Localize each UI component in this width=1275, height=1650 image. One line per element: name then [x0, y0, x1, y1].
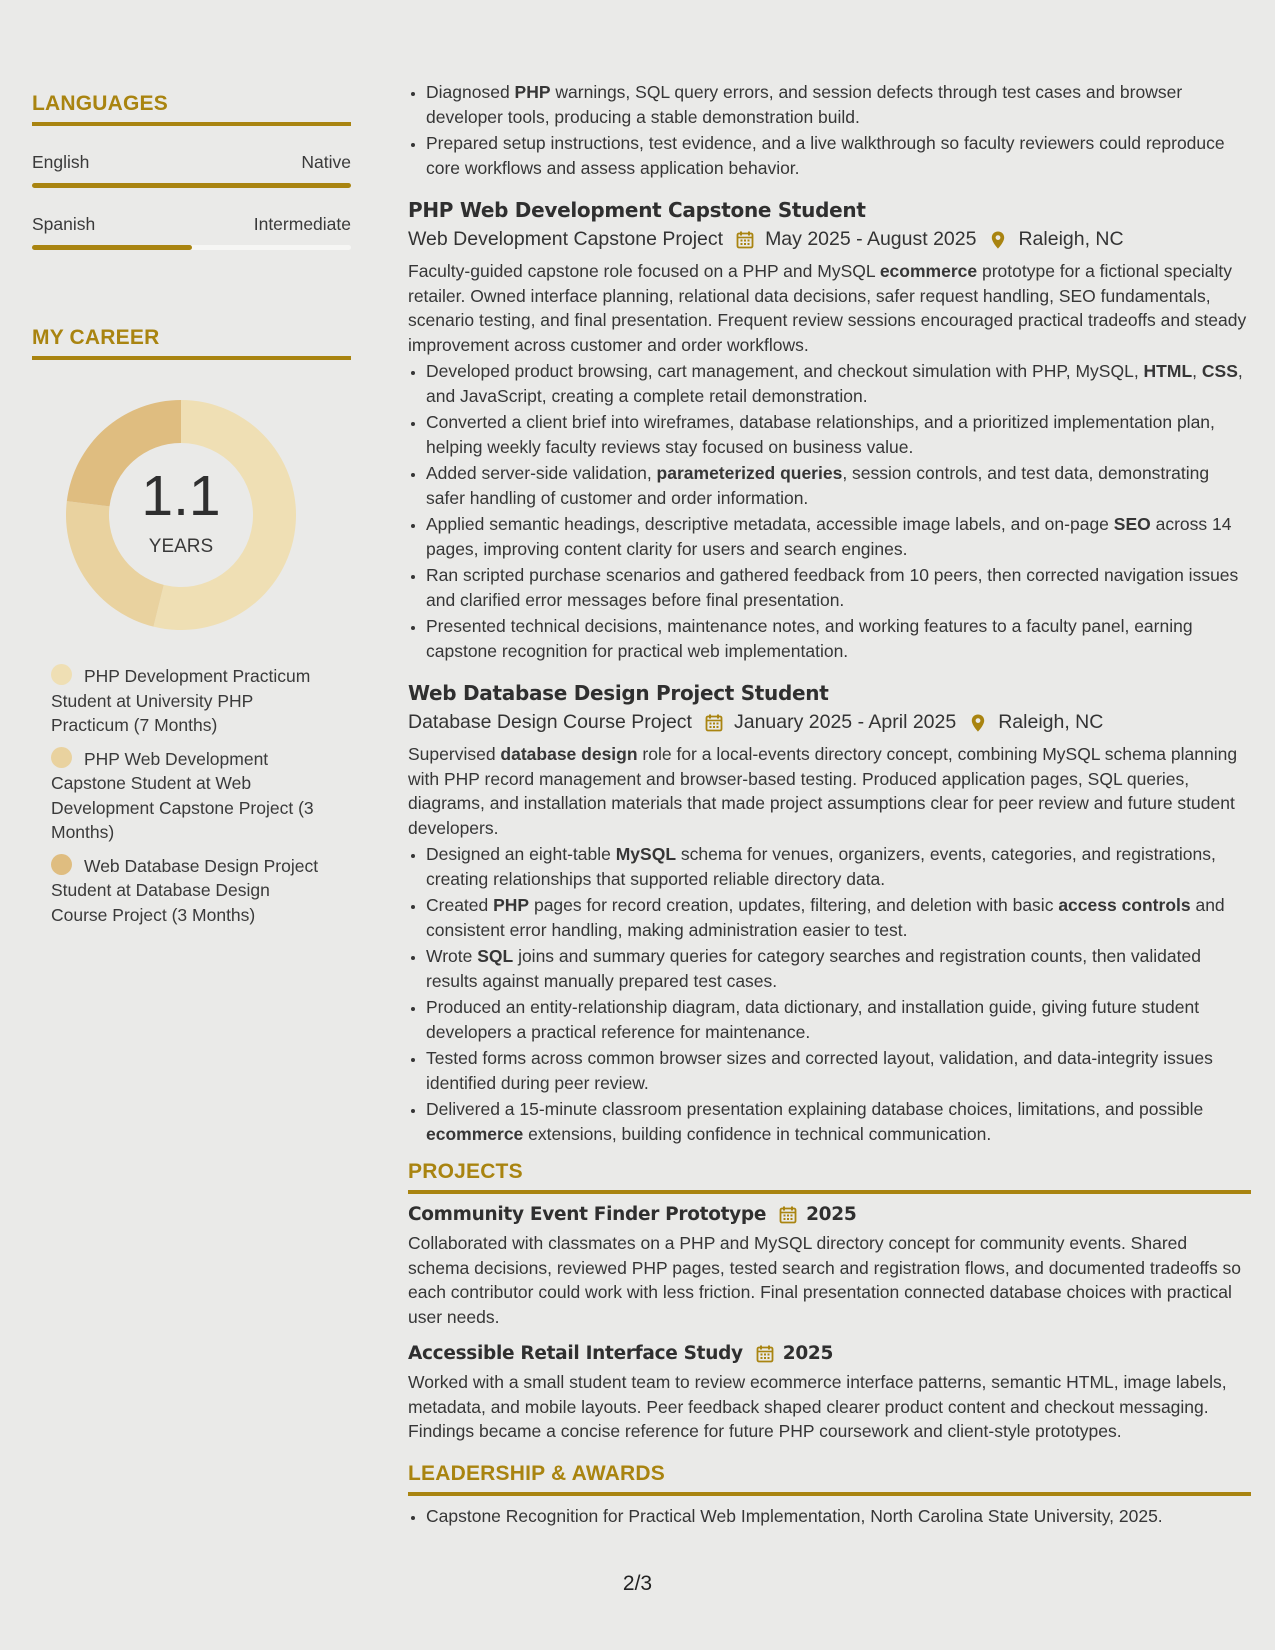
legend-label: PHP Web Development Capstone Student at Web Development Capstone Project (3 Months)	[51, 748, 314, 842]
bullet-item: • Ran scripted purchase scenarios and gathered feedback from 10 peers, then corrected navigation issues and clarified error messages before final presentation.	[426, 563, 1251, 612]
career-legend	[51, 664, 331, 927]
page-number: 2/3	[622, 1572, 653, 1595]
career-legend-item	[51, 747, 331, 845]
legend-swatch	[51, 664, 72, 685]
language-item	[32, 214, 351, 250]
calendar-icon	[778, 1205, 798, 1225]
project-name: Accessible Retail Interface Study	[408, 1343, 743, 1364]
job-organization: Web Development Capstone Project	[408, 228, 724, 250]
bullet-item: • Tested forms across common browser sizes and corrected layout, validation, and data-integrity issues identified during peer review.	[426, 1046, 1251, 1095]
job-summary: Supervised database design role for a local-events directory concept, combining MySQL schema planning with PHP record management and browser-based testing. Produced application pages, SQL queries, diagrams, and installation materials that made project assumptions clear for peer review and future student developers.	[408, 744, 1238, 838]
bold-keyword: parameterized queries	[656, 463, 843, 483]
project-entry	[408, 1343, 1251, 1444]
bold-keyword: HTML	[1143, 361, 1193, 381]
job-title: PHP Web Development Capstone Student	[408, 198, 866, 222]
project-title	[408, 1204, 1251, 1225]
language-name: English	[32, 152, 90, 172]
bullet-item: • Produced an entity-relationship diagram, data dictionary, and installation guide, giving future student developers a practical reference for maintenance.	[426, 995, 1251, 1044]
career-legend-item	[51, 664, 331, 738]
bold-keyword: access controls	[1058, 895, 1191, 915]
experience-list	[408, 198, 1251, 1146]
job-location: Raleigh, NC	[998, 711, 1104, 733]
project-year: 2025	[782, 1343, 834, 1364]
bullet-item: • Added server-side validation, parameterized queries, session controls, and test data, demonstrating safer handling of customer and order information.	[426, 461, 1251, 510]
bold-keyword: PHP	[493, 895, 530, 915]
languages-rule	[32, 122, 351, 126]
bold-keyword: ecommerce	[426, 1123, 524, 1144]
job-location: Raleigh, NC	[1018, 228, 1124, 250]
bullet-item: • Designed an eight-table MySQL schema for venues, organizers, events, categories, and registrations, creating relationships that supported reliable directory data.	[426, 842, 1251, 891]
career-rule	[32, 356, 351, 360]
bold-keyword: database design	[500, 744, 638, 764]
job-dates: January 2025 - April 2025	[733, 711, 957, 733]
job-entry	[408, 681, 1251, 1146]
leadership-list	[408, 1504, 1251, 1529]
bold-keyword: PHP	[514, 82, 551, 102]
leadership-heading: LEADERSHIP & AWARDS	[408, 1461, 665, 1485]
language-proficiency-bar	[32, 183, 351, 188]
job-meta	[408, 711, 1251, 734]
project-entry	[408, 1204, 1251, 1329]
bullet-item: • Delivered a 15-minute classroom presentation explaining database choices, limitations, and possible ecommerce extensions, building confidence in technical communication.	[426, 1097, 1251, 1146]
career-donut-chart	[66, 400, 296, 630]
job-title: Web Database Design Project Student	[408, 681, 829, 705]
bullet-item: • Created PHP pages for record creation, updates, filtering, and deletion with basic access controls and consistent error handling, making administration easier to test.	[426, 893, 1251, 942]
project-year: 2025	[806, 1204, 857, 1225]
bullet-item: • Diagnosed PHP warnings, SQL query errors, and session defects through test cases and browser developer tools, producing a stable demonstration build.	[426, 80, 1251, 129]
intro-bullet-list	[408, 80, 1251, 180]
calendar-icon	[755, 1344, 775, 1364]
job-entry	[408, 198, 1251, 663]
project-name: Community Event Finder Prototype	[408, 1204, 767, 1225]
calendar-icon	[735, 230, 755, 250]
project-description: Collaborated with classmates on a PHP and MySQL directory concept for community events. Shared schema decisions, reviewed PHP pages, tested search and registration flows, and documented tradeoffs so each contributor could work with less friction. Final presentation connected database choices with practical user needs.	[408, 1233, 1242, 1327]
projects-heading: PROJECTS	[408, 1160, 523, 1183]
language-level: Native	[301, 152, 351, 172]
project-description: Worked with a small student team to review ecommerce interface patterns, semantic HTML, image labels, metadata, and mobile layouts. Peer feedback shaped clearer product content and checkout messaging. Findings became a concise reference for future PHP coursework and client-style prototypes.	[408, 1372, 1227, 1441]
job-bullet-list	[408, 842, 1251, 1146]
job-bullet-list	[408, 359, 1251, 663]
projects-list	[408, 1204, 1251, 1444]
bullet-item: • Wrote SQL joins and summary queries for category searches and registration counts, then validated results against manually prepared test cases.	[426, 944, 1251, 993]
bold-keyword: SQL	[477, 946, 514, 966]
languages-heading: LANGUAGES	[32, 92, 168, 115]
projects-rule	[408, 1190, 1251, 1194]
job-organization: Database Design Course Project	[408, 711, 692, 733]
language-item	[32, 152, 351, 188]
main-content	[408, 80, 1251, 1530]
language-proficiency-bar	[32, 245, 351, 250]
location-pin-icon	[988, 230, 1008, 250]
career-years-label: YEARS	[148, 536, 214, 557]
project-title	[408, 1343, 1251, 1364]
legend-swatch	[51, 747, 72, 768]
career-total-years: 1.1	[141, 464, 221, 528]
language-proficiency-fill	[32, 183, 351, 188]
bold-keyword: SEO	[1113, 514, 1151, 534]
languages-list	[32, 152, 351, 250]
language-proficiency-fill	[32, 245, 192, 250]
legend-label: PHP Development Practicum Student at University PHP Practicum (7 Months)	[51, 666, 311, 735]
bold-keyword: ecommerce	[879, 261, 978, 281]
legend-label: Web Database Design Project Student at Database Design Course Project (3 Months)	[51, 855, 319, 925]
bold-keyword: CSS	[1201, 361, 1238, 381]
job-summary: Faculty-guided capstone role focused on a PHP and MySQL ecommerce prototype for a fictional specialty retailer. Owned interface planning, relational data decisions, safer request handling, SEO fundamentals, scenario testing, and final presentation. Frequent review sessions encouraged practical tradeoffs and steady improvement across customer and order workflows.	[408, 261, 1247, 355]
bullet-item: • Applied semantic headings, descriptive metadata, accessible image labels, and on-page SEO across 14 pages, improving content clarity for users and search engines.	[426, 512, 1251, 561]
language-name: Spanish	[32, 214, 96, 234]
sidebar	[32, 92, 351, 936]
location-pin-icon	[968, 713, 988, 733]
career-heading: MY CAREER	[32, 326, 160, 349]
bullet-item: • Prepared setup instructions, test evidence, and a live walkthrough so faculty reviewers could reproduce core workflows and assess application behavior.	[426, 131, 1251, 180]
award-item: • Capstone Recognition for Practical Web Implementation, North Carolina State University, 2025.	[426, 1504, 1251, 1529]
bullet-item: • Converted a client brief into wireframes, database relationships, and a prioritized implementation plan, helping weekly faculty reviews stay focused on business value.	[426, 410, 1251, 459]
leadership-rule	[408, 1492, 1251, 1496]
bold-keyword: MySQL	[615, 844, 677, 864]
legend-swatch	[51, 854, 72, 875]
language-level: Intermediate	[253, 214, 351, 234]
language-row	[32, 214, 351, 235]
language-row	[32, 152, 351, 173]
calendar-icon	[704, 713, 724, 733]
career-legend-item	[51, 854, 331, 928]
job-meta	[408, 228, 1251, 251]
job-dates: May 2025 - August 2025	[765, 228, 977, 250]
bullet-item: • Developed product browsing, cart management, and checkout simulation with PHP, MySQL, HTML, CSS, and JavaScript, creating a complete retail demonstration.	[426, 359, 1251, 408]
bullet-item: • Presented technical decisions, maintenance notes, and working features to a faculty panel, earning capstone recognition for practical web implementation.	[426, 614, 1251, 663]
